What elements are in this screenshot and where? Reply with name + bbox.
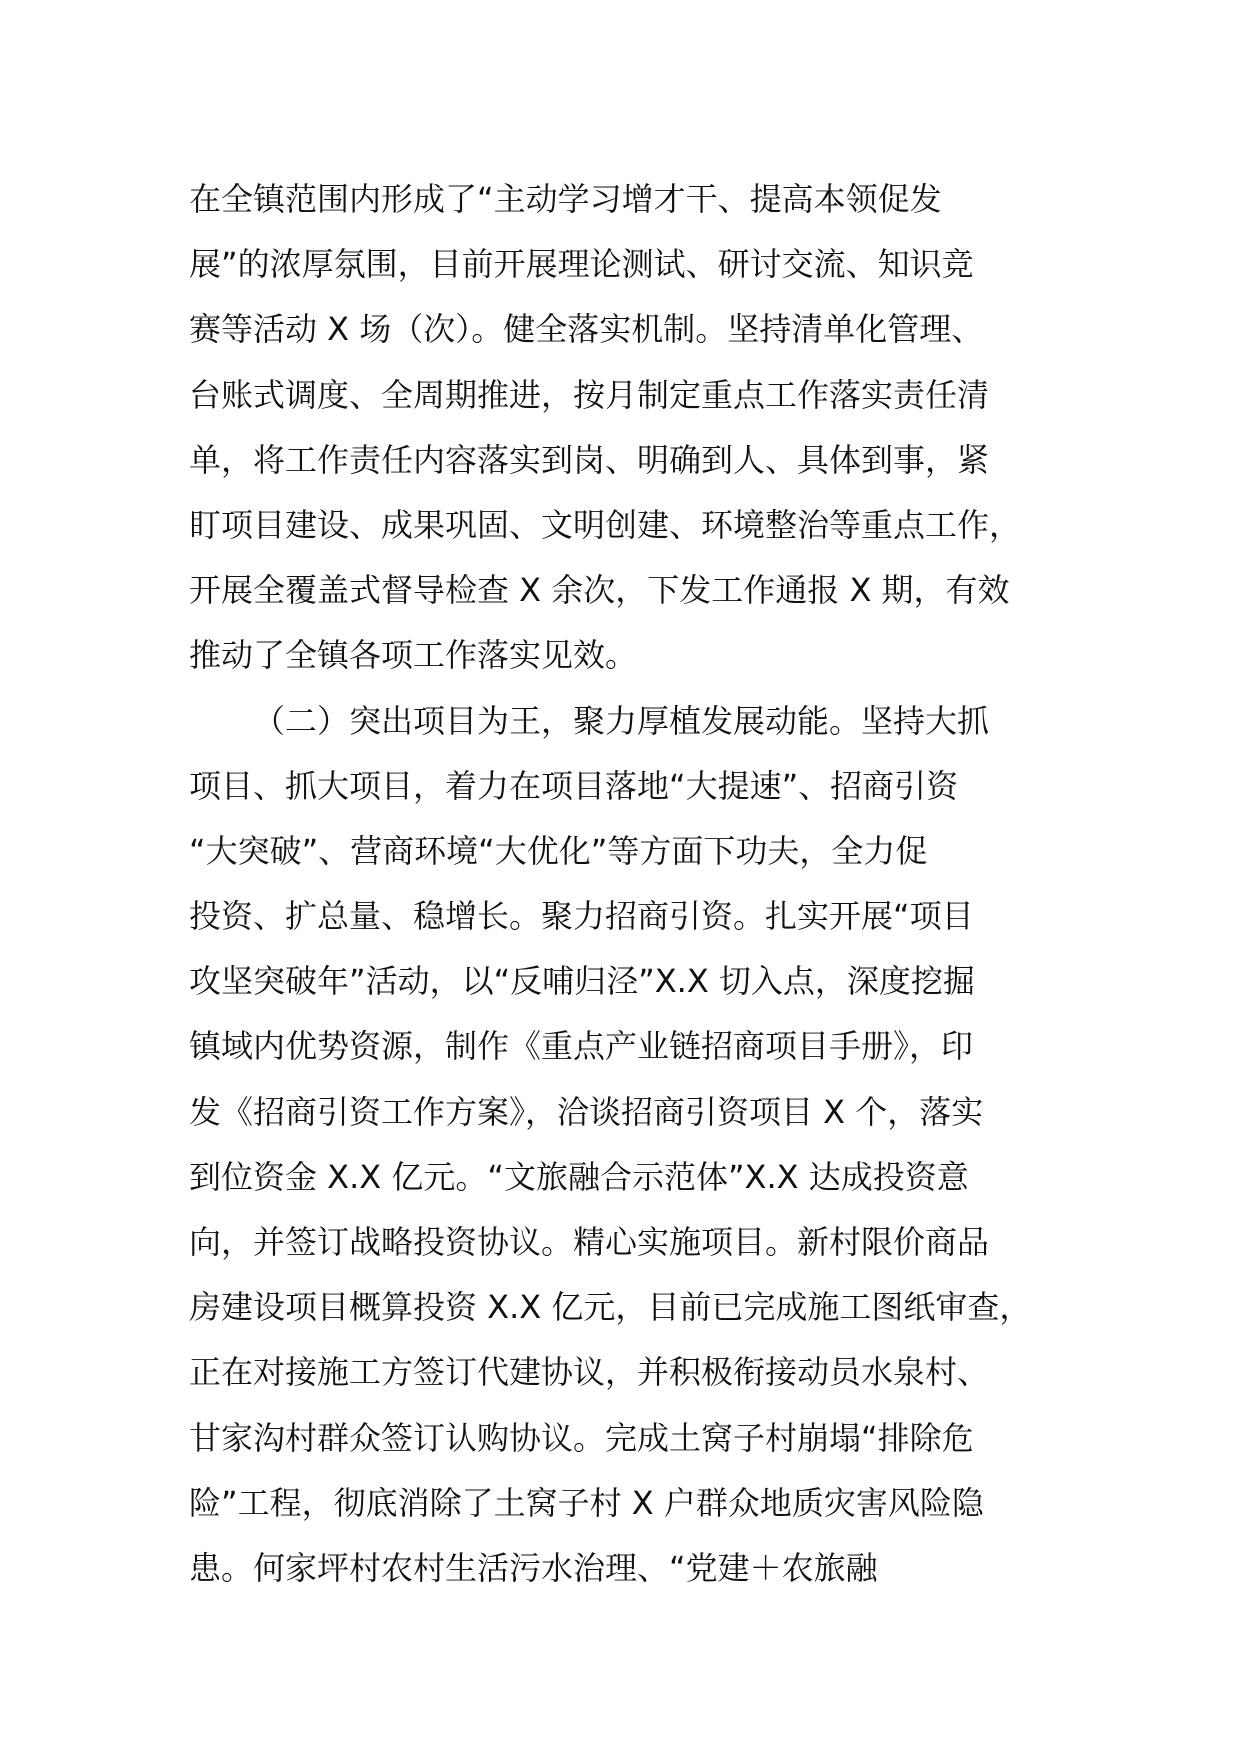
text-line: 到位资金 X.X 亿元。“文旅融合示范体”X.X 达成投资意 [189,1157,969,1196]
text-line: （二）突出项目为王，聚力厚植发展动能。坚持大抓 [253,701,990,740]
text-line: 项目、抓大项目，着力在项目落地“大提速”、招商引资 [189,766,959,805]
text-line: 台账式调度、全周期推进，按月制定重点工作落实责任清 [189,375,990,414]
text-line: 向，并签订战略投资协议。精心实施项目。新村限价商品 [189,1223,990,1261]
body-text [189,167,1069,1601]
text-line: 发《招商引资工作方案》，洽谈招商引资项目 X 个，落实 [189,1092,984,1131]
text-line: 赛等活动 X 场（次）。健全落实机制。坚持清单化管理、 [189,310,984,349]
text-line: “大突破”、营商环境“大优化”等方面下功夫，全力促 [189,831,928,870]
text-line: 险”工程，彻底消除了土窝子村 X 户群众地质灾害风险隐 [189,1483,984,1522]
text-line: 攻坚突破年”活动，以“反哺归泾”X.X 切入点，深度挖掘 [189,962,975,1001]
text-line: 镇域内优势资源，制作《重点产业链招商项目手册》，印 [189,1027,974,1066]
text-line: 投资、扩总量、稳增长。聚力招商引资。扎实开展“项目 [189,897,974,936]
text-line: 推动了全镇各项工作落实见效。 [189,636,638,675]
text-line: 甘家沟村群众签订认购协议。完成土窝子村崩塌“排除危 [189,1418,974,1457]
text-line: 在全镇范围内形成了“主动学习增才干、提高本领促发 [189,180,942,218]
text-line: 单，将工作责任内容落实到岗、明确到人、具体到事，紧 [189,440,990,479]
text-line: 开展全覆盖式督导检查 X 余次，下发工作通报 X 期，有效 [189,571,1010,610]
text-line: 正在对接施工方签订代建协议，并积极衔接动员水泉村、 [189,1353,990,1392]
text-line: 患。何家坪村农村生活污水治理、“党建＋农旅融 [189,1548,878,1587]
text-line: 房建设项目概算投资 X.X 亿元，目前已完成施工图纸审查， [189,1288,1032,1327]
text-line: 展”的浓厚氛围，目前开展理论测试、研讨交流、知识竞 [189,245,974,284]
text-line: 盯项目建设、成果巩固、文明创建、环境整治等重点工作， [189,505,1022,544]
